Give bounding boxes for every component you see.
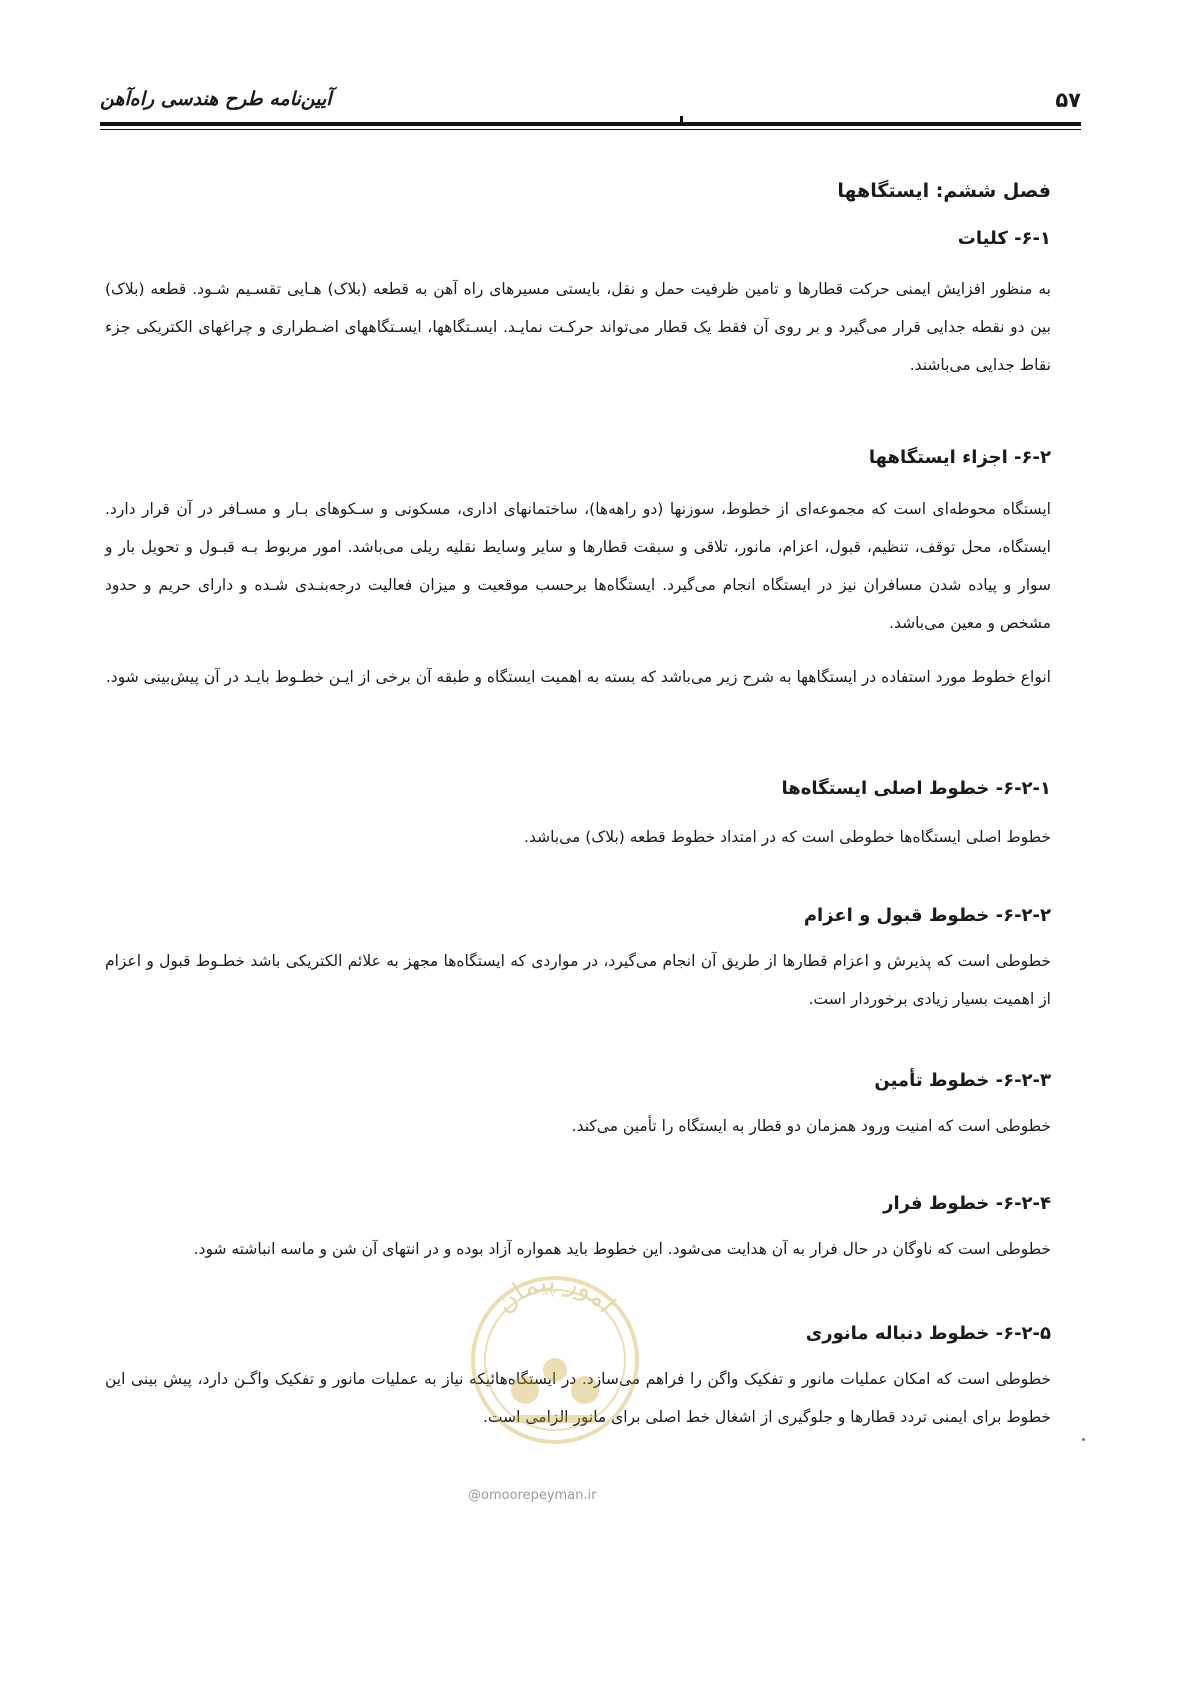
- watermark-site: @omoorepeyman.ir: [468, 1488, 597, 1503]
- section-heading-6-2: ۶-۲- اجزاء ایستگاهها: [868, 447, 1051, 468]
- paragraph-6-2-2: خطوطی است که پذیرش و اعزام قطارها از طریق آن انجام می‌گیرد، در مواردی که ایستگاه‌ها مجهز به علائم الکتریکی باشد خطـوط قبول و اعزام از اهمیت بسیار زیادی برخوردار است.: [105, 952, 1051, 1008]
- section-heading-6-2-2: ۶-۲-۲- خطوط قبول و اعزام: [803, 905, 1051, 926]
- section-heading-6-2-1: ۶-۲-۱- خطوط اصلی ایستگاه‌ها: [781, 778, 1051, 799]
- paragraph-6-2-3: خطوطی است که امنیت ورود همزمان دو قطار به ایستگاه را تأمین می‌کند.: [571, 1117, 1051, 1135]
- book-title: آیین‌نامه طرح هندسی راه‌آهن: [100, 88, 332, 110]
- paragraph-6-2-b: انواع خطوط مورد استفاده در ایستگاهها به شرح زیر می‌باشد که بسته به اهمیت ایستگاه و طبقه آن برخی از ایـن خطـوط بایـد در آن پیش‌بینی شود.: [105, 668, 1051, 686]
- section-heading-6-2-5: ۶-۲-۵- خطوط دنباله مانوری: [805, 1323, 1051, 1344]
- chapter-title: فصل ششم: ایستگاهها: [837, 180, 1051, 202]
- margin-dot: [1082, 1438, 1085, 1441]
- paragraph-6-2-1: خطوط اصلی ایستگاه‌ها خطوطی است که در امتداد خطوط قطعه (بلاک) می‌باشد.: [524, 828, 1051, 846]
- paragraph-6-2-4: خطوطی است که ناوگان در حال فرار به آن هدایت می‌شود. این خطوط باید همواره آزاد بوده و در انتهای آن شن و ماسه انباشته شود.: [193, 1240, 1051, 1258]
- svg-text:امور پیمان: [490, 1267, 621, 1319]
- header-rule-thick: [100, 122, 1081, 126]
- page-number: ۵۷: [1055, 88, 1081, 112]
- section-heading-6-2-3: ۶-۲-۳- خطوط تأمین: [874, 1070, 1051, 1091]
- watermark-arc-text: امور پیمان: [489, 1266, 622, 1320]
- paragraph-6-2-a: ایستگاه محوطه‌ای است که مجموعه‌ای از خطوط، سوزنها (دو راهه‌ها)، ساختمانهای اداری، مسکونی و سـکوهای بـار و مسـافر در آن قرار دارد. ایستگاه، محل توقف، تنظیم، قبول، اعزام، مانور، تلاقی و سبقت قطارها و سایر وسایط نقلیه ریلی می‌باشد. امور مربوط بـه قبـول و تحویل بار و سوار و پیاده شدن مسافران نیز در ایستگاه انجام می‌گیرد. ایستگاه‌ها برحسب موقعیت و میزان فعالیت درجه‌بنـدی شـده و دارای حریم و حدود مشخص و معین می‌باشد.: [105, 500, 1051, 632]
- section-heading-6-2-4: ۶-۲-۴- خطوط فرار: [883, 1193, 1051, 1214]
- header-rule-thin: [100, 129, 1081, 130]
- running-header: [100, 88, 1081, 124]
- paragraph-6-2-5: خطوطی است که امکان عملیات مانور و تفکیک واگن را فراهم می‌سازد. در ایستگاه‌هائیکه نیاز به عملیات مانور و تفکیک واگـن دارد، پیش بینی این خطوط برای ایمنی تردد قطارها و جلوگیری از اشغال خط اصلی برای مانور الزامی است.: [105, 1370, 1051, 1426]
- paragraph-6-1: به منظور افزایش ایمنی حرکت قطارها و تامین ظرفیت حمل و نقل، بایستی مسیرهای راه آهن به قطعه (بلاک) هـایی تقسـیم شـود. قطعه (بلاک) بین دو نقطه جدایی قرار می‌گیرد و بر روی آن فقط یک قطار می‌تواند حرکـت نمایـد. ایسـتگاهها، ایسـتگاههای اضـطراری و چراغهای الکتریکی جزء نقاط جدایی می‌باشند.: [105, 280, 1051, 374]
- section-heading-6-1: ۶-۱- کلیات: [957, 228, 1051, 249]
